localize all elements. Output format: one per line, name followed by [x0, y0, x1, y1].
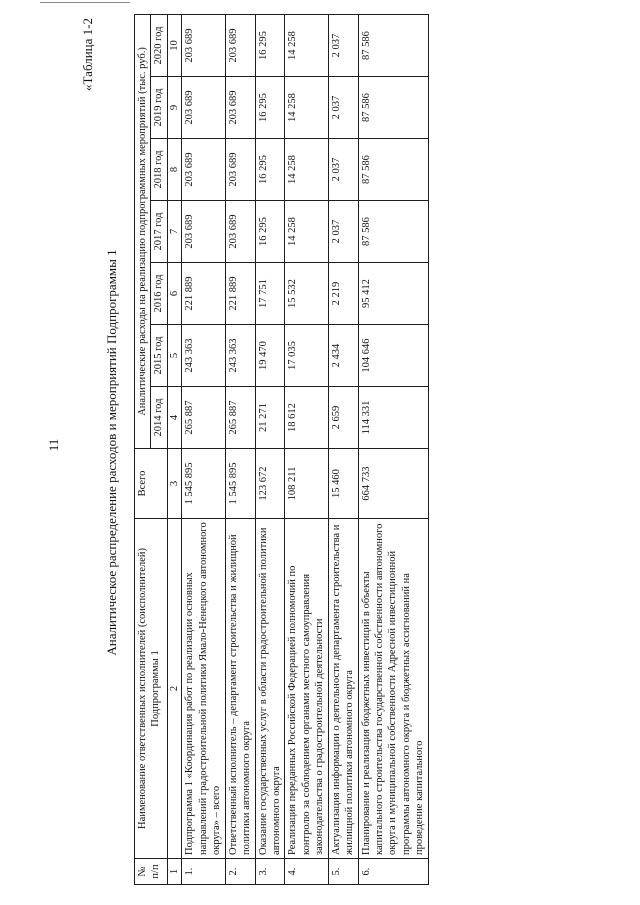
- row-value: 16 295: [255, 14, 285, 76]
- row-value: 2 219: [328, 263, 358, 325]
- row-name: Реализация переданных Российской Федерацией полномочий по контролю за соблюдением органами местного самоуправления законодательства о градостроительной деятельности: [285, 519, 328, 859]
- row-value: 203 689: [182, 201, 225, 263]
- table-reference: «Таблица 1-2: [80, 18, 95, 91]
- row-value: 221 889: [225, 263, 255, 325]
- column-number: 6: [167, 263, 181, 325]
- header-year: 2015 год: [151, 325, 167, 387]
- column-number: 8: [167, 139, 181, 201]
- row-value: 2 037: [328, 139, 358, 201]
- table-row: [182, 14, 225, 884]
- row-name: Актуализация информации о деятельности департамента строительства и жилищной политики автономного округа: [328, 519, 358, 859]
- row-total: 123 672: [255, 449, 285, 519]
- row-value: 114 331: [358, 387, 428, 449]
- row-value: 19 470: [255, 325, 285, 387]
- table-row: [358, 14, 428, 884]
- row-name: Ответственный исполнитель – департамент строительства и жилищной политики автономного округа: [225, 519, 255, 859]
- row-value: 16 295: [255, 77, 285, 139]
- row-value: 2 037: [328, 14, 358, 76]
- header-year: 2018 год: [151, 139, 167, 201]
- table-caption: Аналитическое распределение расходов и мероприятий Подпрограммы 1: [104, 249, 119, 656]
- header-name: Наименование ответственных исполнителей (соисполнителей) Подпрограммы 1: [135, 519, 168, 859]
- row-value: 21 271: [255, 387, 285, 449]
- column-number: 10: [167, 14, 181, 76]
- column-number: 3: [167, 449, 181, 519]
- row-value: 14 258: [285, 77, 328, 139]
- table-row: [285, 14, 328, 884]
- row-value: 2 659: [328, 387, 358, 449]
- page-number: 11: [46, 438, 61, 452]
- row-value: 14 258: [285, 14, 328, 76]
- row-value: 243 363: [182, 325, 225, 387]
- row-number: 3.: [255, 859, 285, 885]
- row-value: 15 532: [285, 263, 328, 325]
- row-value: 203 689: [225, 14, 255, 76]
- header-year: 2014 год: [151, 387, 167, 449]
- row-value: 203 689: [182, 139, 225, 201]
- table-row: [225, 14, 255, 884]
- row-value: 265 887: [182, 387, 225, 449]
- row-value: 2 037: [328, 77, 358, 139]
- row-number: 2.: [225, 859, 255, 885]
- row-value: 104 646: [358, 325, 428, 387]
- row-value: 14 258: [285, 201, 328, 263]
- column-number: 7: [167, 201, 181, 263]
- row-total: 1 545 895: [225, 449, 255, 519]
- row-total: 1 545 895: [182, 449, 225, 519]
- row-total: 664 733: [358, 449, 428, 519]
- row-value: 221 889: [182, 263, 225, 325]
- row-value: 16 295: [255, 201, 285, 263]
- row-number: 5.: [328, 859, 358, 885]
- row-value: 203 689: [182, 14, 225, 76]
- column-number: 1: [167, 859, 181, 885]
- row-value: 16 295: [255, 139, 285, 201]
- header-num: № п/п: [135, 859, 168, 885]
- row-value: 14 258: [285, 139, 328, 201]
- header-total: Всего: [135, 449, 168, 519]
- row-value: 2 037: [328, 201, 358, 263]
- row-total: 108 211: [285, 449, 328, 519]
- header-year: 2019 год: [151, 77, 167, 139]
- column-number: 4: [167, 387, 181, 449]
- row-value: 203 689: [182, 77, 225, 139]
- row-value: 87 586: [358, 14, 428, 76]
- table-row: [328, 14, 358, 884]
- row-name: Планирование и реализация бюджетных инвестиций в объекты капитального строительства государственной собственности автономного округа и муниципальной собственности Адресной инвестиционной программы автономного округа и бюджетных ассигнований на проведение капитального: [358, 519, 428, 859]
- header-year: 2016 год: [151, 263, 167, 325]
- header-group: Аналитические расходы на реализацию подпрограммных мероприятий (тыс. руб.): [135, 14, 151, 448]
- column-number: 9: [167, 77, 181, 139]
- expenditure-table: [134, 14, 429, 885]
- row-value: 87 586: [358, 201, 428, 263]
- row-value: 2 434: [328, 325, 358, 387]
- row-name: Оказание государственных услуг в области градостроительной политики автономного округа: [255, 519, 285, 859]
- row-number: 6.: [358, 859, 428, 885]
- row-total: 15 460: [328, 449, 358, 519]
- row-value: 203 689: [225, 77, 255, 139]
- header-year: 2020 год: [151, 14, 167, 76]
- column-number: 5: [167, 325, 181, 387]
- table-row: [255, 14, 285, 884]
- row-value: 203 689: [225, 201, 255, 263]
- header-year: 2017 год: [151, 201, 167, 263]
- row-value: 18 612: [285, 387, 328, 449]
- row-value: 87 586: [358, 139, 428, 201]
- column-number-row: [167, 14, 181, 884]
- row-value: 95 412: [358, 263, 428, 325]
- row-number: 1.: [182, 859, 225, 885]
- row-value: 243 363: [225, 325, 255, 387]
- row-value: 265 887: [225, 387, 255, 449]
- row-value: 17 751: [255, 263, 285, 325]
- row-number: 4.: [285, 859, 328, 885]
- row-name: Подпрограмма 1 «Координация работ по реализации основных направлений градостроительной политики Ямало-Ненецкого автономного округа» – всего: [182, 519, 225, 859]
- row-value: 17 035: [285, 325, 328, 387]
- row-value: 87 586: [358, 77, 428, 139]
- column-number: 2: [167, 519, 181, 859]
- row-value: 203 689: [225, 139, 255, 201]
